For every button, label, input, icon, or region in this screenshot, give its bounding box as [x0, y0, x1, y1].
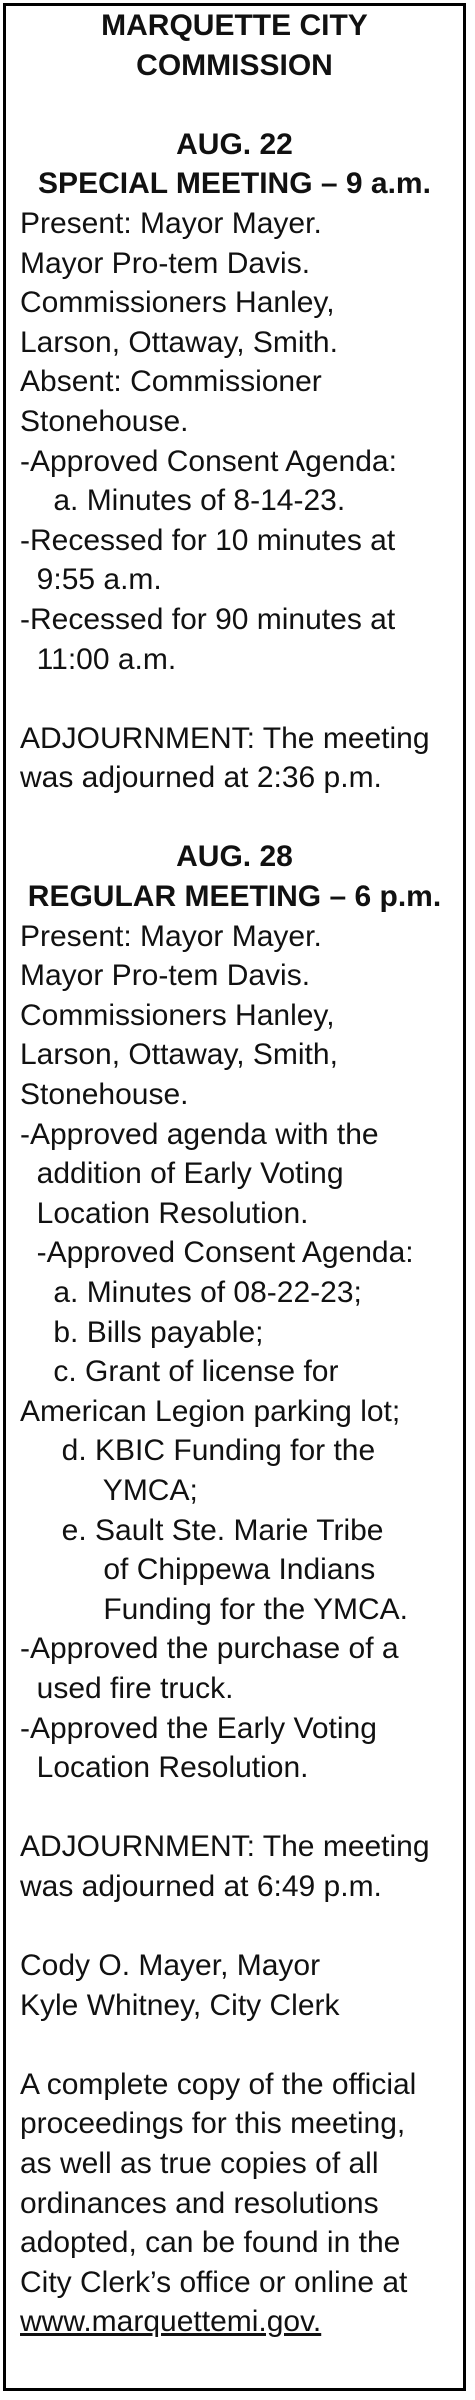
- footer-line: proceedings for this meeting,: [20, 2107, 406, 2141]
- minutes-line: -Approved Consent Agenda:: [20, 444, 397, 478]
- adjournment-line: ADJOURNMENT: The meeting: [20, 721, 430, 755]
- adjournment-line: ADJOURNMENT: The meeting: [20, 1830, 430, 1864]
- meeting-heading: SPECIAL MEETING – 9 a.m.: [38, 167, 431, 201]
- public-notice: [3, 3, 466, 2391]
- minutes-line: Mayor Pro-tem Davis.: [20, 246, 311, 280]
- minutes-line: YMCA;: [20, 1473, 198, 1507]
- spacer: [20, 1788, 449, 1828]
- spacer: [20, 1907, 449, 1947]
- minutes-line: 9:55 a.m.: [20, 563, 162, 597]
- footer-link-line: [20, 2302, 449, 2342]
- spacer: [20, 679, 449, 719]
- minutes-line: Location Resolution.: [20, 1196, 309, 1230]
- minutes-line: Present: Mayor Mayer.: [20, 919, 322, 953]
- minutes-line: -Approved the Early Voting: [20, 1711, 377, 1745]
- minutes-line: a. Minutes of 08-22-23;: [20, 1276, 362, 1309]
- adjournment-line: was adjourned at 6:49 p.m.: [20, 1869, 382, 1903]
- minutes-line: a. Minutes of 8-14-23.: [20, 484, 346, 518]
- minutes-line: Larson, Ottaway, Smith,: [20, 1038, 338, 1072]
- meeting-heading: AUG. 28: [176, 840, 293, 874]
- footer-line: City Clerk’s office or online at: [20, 2265, 408, 2299]
- spacer: [20, 798, 449, 838]
- minutes-line: Stonehouse.: [20, 404, 189, 438]
- minutes-line: e. Sault Ste. Marie Tribe: [20, 1513, 384, 1547]
- minutes-line: -Approved agenda with the: [20, 1117, 379, 1151]
- minutes-line: -Recessed for 10 minutes at: [20, 523, 396, 557]
- minutes-line: b. Bills payable;: [20, 1315, 264, 1349]
- signature-line: Kyle Whitney, City Clerk: [20, 1988, 340, 2022]
- minutes-line: Mayor Pro-tem Davis.: [20, 959, 311, 993]
- spacer: [20, 85, 449, 125]
- minutes-line: d. KBIC Funding for the: [20, 1434, 376, 1468]
- meeting-heading: REGULAR MEETING – 6 p.m.: [27, 880, 442, 914]
- minutes-line: Funding for the YMCA.: [20, 1592, 408, 1626]
- website-link[interactable]: www.marquettemi.gov.: [20, 2305, 322, 2339]
- minutes-line: Stonehouse.: [20, 1078, 189, 1112]
- minutes-line: c. Grant of license for: [20, 1355, 339, 1389]
- notice-body: [6, 6, 463, 2342]
- minutes-line: Commissioners Hanley,: [20, 998, 335, 1032]
- minutes-line: Absent: Commissioner: [20, 365, 322, 399]
- minutes-line: Present: Mayor Mayer.: [20, 206, 322, 240]
- minutes-line: -Approved the purchase of a: [20, 1632, 399, 1666]
- signature-line: Cody O. Mayer, Mayor: [20, 1949, 321, 1983]
- minutes-line: of Chippewa Indians: [20, 1553, 376, 1587]
- notice-title: COMMISSION: [136, 48, 333, 82]
- minutes-line: Larson, Ottaway, Smith.: [20, 325, 338, 359]
- minutes-line: -Recessed for 90 minutes at: [20, 602, 396, 636]
- spacer: [20, 2025, 449, 2065]
- meeting-heading: AUG. 22: [176, 127, 293, 161]
- adjournment-line: was adjourned at 2:36 p.m.: [20, 761, 382, 795]
- footer-line: ordinances and resolutions: [20, 2186, 379, 2220]
- footer-line: A complete copy of the official: [20, 2067, 417, 2101]
- footer-line: as well as true copies of all: [20, 2147, 379, 2181]
- minutes-line: -Approved Consent Agenda:: [20, 1236, 414, 1270]
- minutes-line: addition of Early Voting: [20, 1157, 344, 1191]
- notice-title: MARQUETTE CITY: [101, 9, 368, 42]
- minutes-line: used fire truck.: [20, 1671, 234, 1705]
- footer-line: adopted, can be found in the: [20, 2226, 401, 2260]
- minutes-line: Commissioners Hanley,: [20, 286, 335, 320]
- minutes-line: American Legion parking lot;: [20, 1394, 401, 1428]
- minutes-line: Location Resolution.: [20, 1751, 309, 1785]
- minutes-line: 11:00 a.m.: [20, 642, 177, 676]
